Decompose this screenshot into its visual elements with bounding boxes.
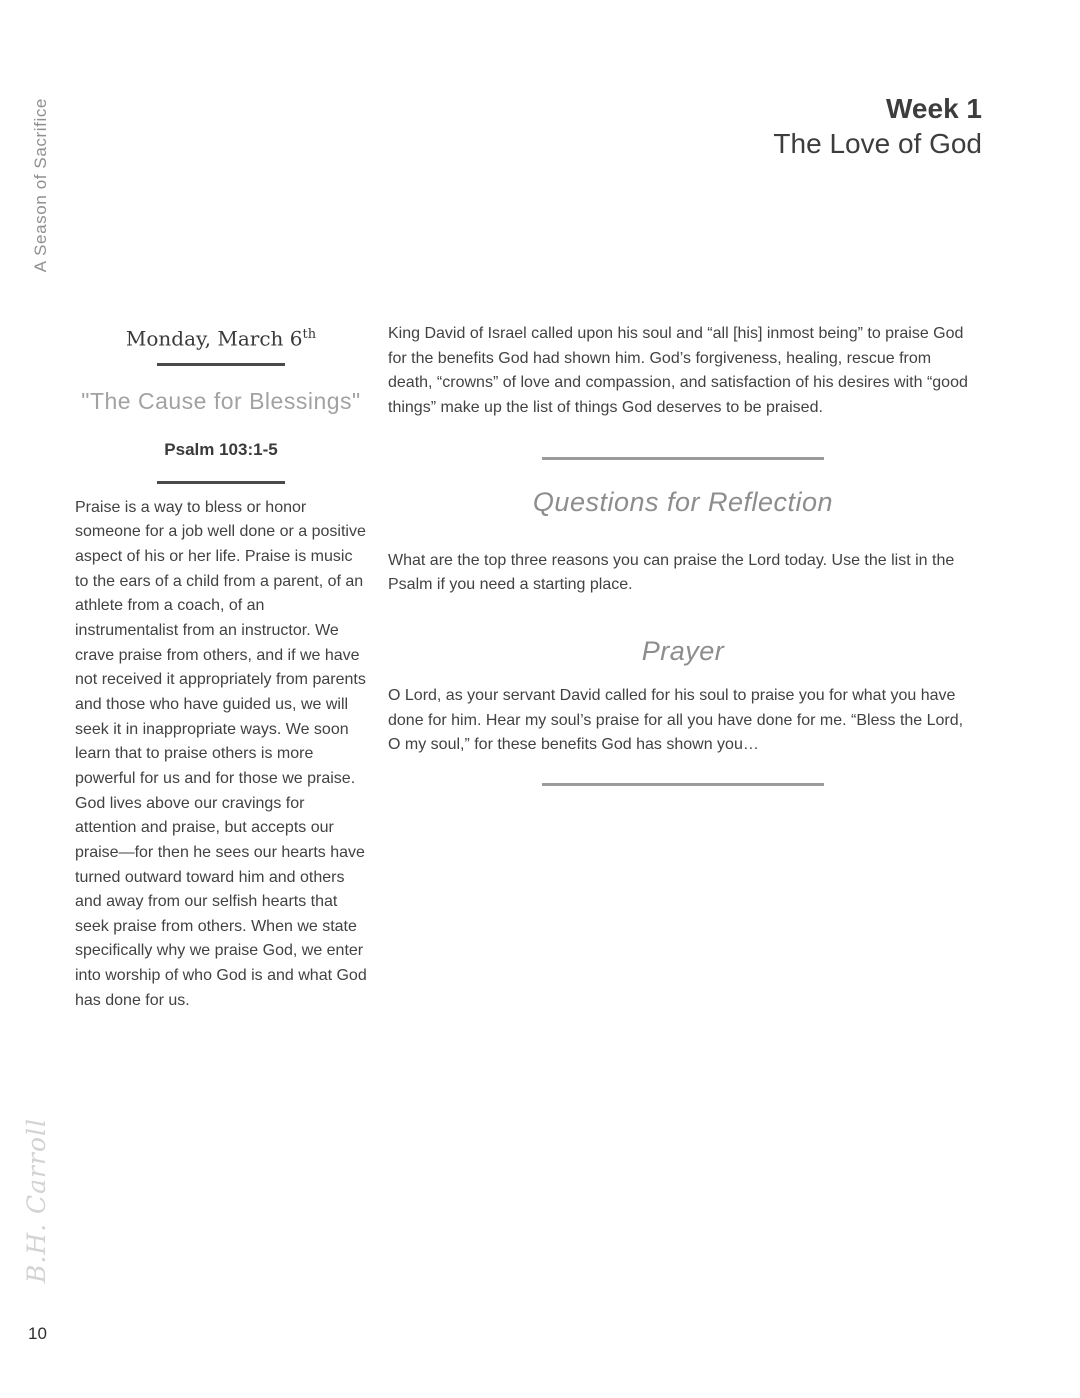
page-number: 10 xyxy=(28,1324,47,1343)
date-ordinal-suffix: th xyxy=(302,327,317,342)
questions-for-reflection-heading: Questions for Reflection xyxy=(532,486,834,517)
entry-date-text: Monday, March 6 xyxy=(125,326,303,351)
right-column xyxy=(388,322,978,786)
divider-rule-dark xyxy=(157,481,285,484)
page-header xyxy=(773,92,982,160)
devotional-body-paragraph: Praise is a way to bless or honor someone for a job well done or a positive aspect of his or her life. Praise is music to the ears of a child from a parent, of an athlete from a coach, of an instrumentalist from an instructor. We crave praise from others, and if we have not received it appropriately from parents and those who have guided us, we will seek it in inappropriate ways. We soon learn that to praise others is more powerful for us and for those we praise. God lives above our cravings for attention and praise, but accepts our praise—for then he sees our hearts have turned outward toward him and others and away from our selfish hearts that seek praise from others. When we state specifically why we praise God, we enter into worship of who God is and what God has done for us. xyxy=(75,498,367,1009)
week-subtitle: The Love of God xyxy=(773,128,982,159)
entry-title: "The Cause for Blessings" xyxy=(81,387,361,414)
scripture-reference: Psalm 103:1-5 xyxy=(164,439,278,459)
questions-paragraph: What are the top three reasons you can praise the Lord today. Use the list in the Psalm if you need a starting place. xyxy=(388,551,955,594)
section-divider xyxy=(542,783,824,786)
week-heading: Week 1 xyxy=(886,93,982,124)
spine-author-signature: B.H. Carroll xyxy=(22,1118,51,1283)
section-divider xyxy=(542,457,824,460)
prayer-paragraph: O Lord, as your servant David called for his soul to praise you for what you have done for him. Hear my soul’s praise for all you have done for me. “Bless the Lord, O my soul,” for these benefits God has shown you… xyxy=(388,686,964,754)
divider-rule-dark xyxy=(157,363,285,366)
spine-book-title: A Season of Sacrifice xyxy=(31,98,50,273)
entry-date xyxy=(75,322,367,352)
left-column xyxy=(75,322,367,1013)
prayer-heading: Prayer xyxy=(641,635,725,666)
intro-paragraph: King David of Israel called upon his soul and “all [his] inmost being” to praise God for the benefits God had shown him. God’s forgiveness, healing, rescue from death, “crowns” of love and compassion, and satisfaction of his desires with “good things” make up the list of things God deserves to be praised. xyxy=(388,325,968,416)
